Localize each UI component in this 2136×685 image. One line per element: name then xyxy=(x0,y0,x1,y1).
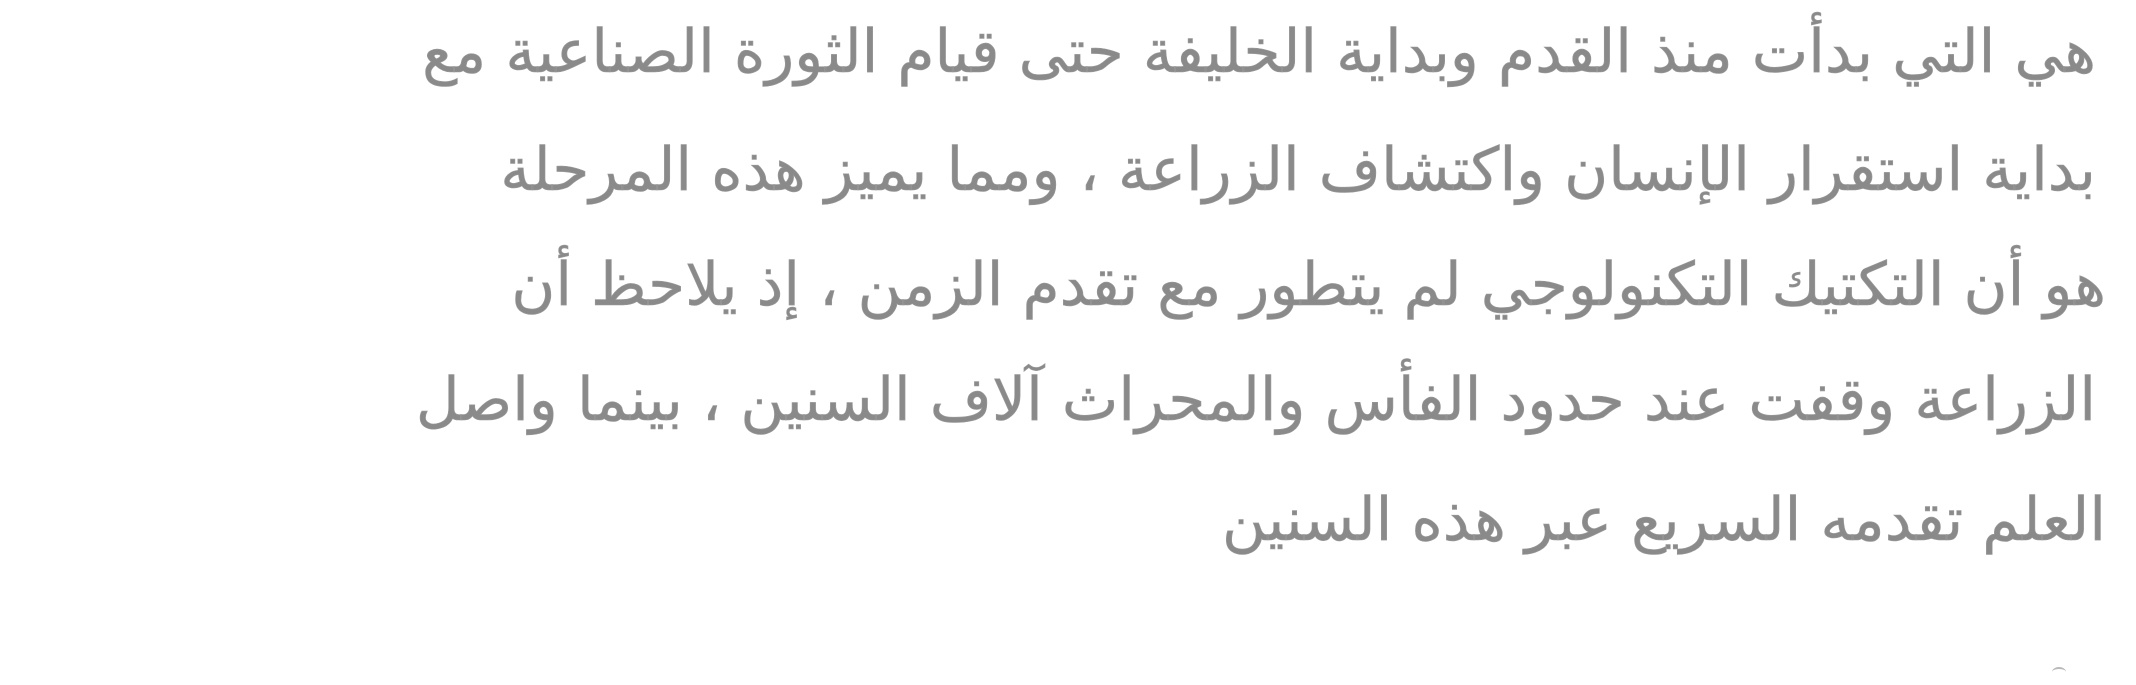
text-line-1: هي التي بدأت منذ القدم وبداية الخليفة حتى قيام الثورة الصناعية مع xyxy=(422,17,2096,87)
text-line-3: هو أن التكتيك التكنولوجي لم يتطور مع تقدم الزمن ، إذ يلاحظ أن xyxy=(511,250,2106,320)
text-line-4: الزراعة وقفت عند حدود الفأس والمحراث آلاف السنين ، بينما واصل xyxy=(415,365,2096,435)
stray-pencil-mark xyxy=(2052,667,2066,677)
text-line-2: بداية استقرار الإنسان واكتشاف الزراعة ، ومما يميز هذه المرحلة xyxy=(500,135,2096,205)
text-line-5: العلم تقدمه السريع عبر هذه السنين xyxy=(1221,485,2106,555)
